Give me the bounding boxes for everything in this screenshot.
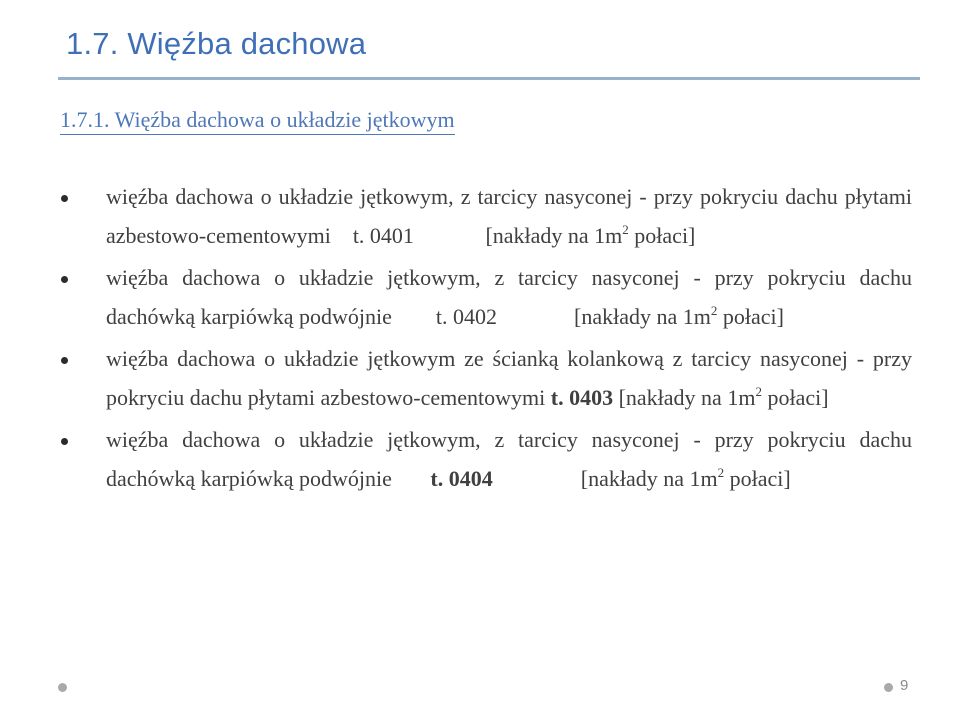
- unit-exponent: 2: [717, 464, 725, 480]
- unit-label: [nakłady na 1m: [618, 384, 756, 410]
- bullet-text: więźba dachowa o układzie jętkowym, z tarcicy nasyconej - przy pokryciu dachu płytami azbestowo-cementowymi: [106, 184, 912, 248]
- bullet-text: więźba dachowa o układzie jętkowym, z tarcicy nasyconej - przy pokryciu dachu dachówką karpiówką podwójnie: [106, 265, 912, 329]
- footer-dot-left: [58, 683, 67, 692]
- slide-title: 1.7. Więźba dachowa: [66, 26, 367, 61]
- bullet-item-2: [60, 259, 912, 336]
- unit-exponent: 2: [755, 383, 762, 399]
- slide-subtitle: 1.7.1. Więźba dachowa o układzie jętkowym: [60, 106, 455, 135]
- unit-exponent: 2: [622, 221, 629, 237]
- bullet-item-1: [60, 178, 912, 255]
- unit-exponent: 2: [710, 302, 718, 318]
- bullet-icon: [61, 438, 68, 445]
- table-code: t. 0402: [435, 303, 498, 329]
- page-number: 9: [900, 677, 909, 694]
- table-code: t. 0401: [352, 222, 414, 248]
- unit-label: [nakłady na 1m: [485, 222, 623, 248]
- table-code: t. 0403: [550, 384, 614, 410]
- unit-label: [nakłady na 1m: [574, 303, 711, 329]
- bullet-icon: [61, 195, 68, 202]
- unit-label: [nakłady na 1m: [580, 465, 718, 491]
- bullet-icon: [61, 276, 68, 283]
- bullet-icon: [61, 357, 68, 364]
- bullet-item-4: [60, 421, 912, 498]
- bullet-list: [60, 178, 912, 502]
- unit-label-end: połaci]: [722, 303, 784, 329]
- unit-label-end: połaci]: [729, 465, 791, 491]
- unit-label-end: połaci]: [767, 384, 829, 410]
- bullet-item-3: [60, 340, 912, 417]
- footer-dot-right: [884, 683, 893, 692]
- unit-label-end: połaci]: [634, 222, 696, 248]
- title-divider: [58, 77, 920, 80]
- bullet-text: więźba dachowa o układzie jętkowym, z tarcicy nasyconej - przy pokryciu dachu dachówką karpiówką podwójnie: [106, 427, 912, 491]
- bullet-text: więźba dachowa o układzie jętkowym ze ścianką kolankową z tarcicy nasyconej - przy pokryciu dachu płytami azbestowo-cementowymi: [106, 346, 912, 410]
- table-code: t. 0404: [430, 465, 493, 491]
